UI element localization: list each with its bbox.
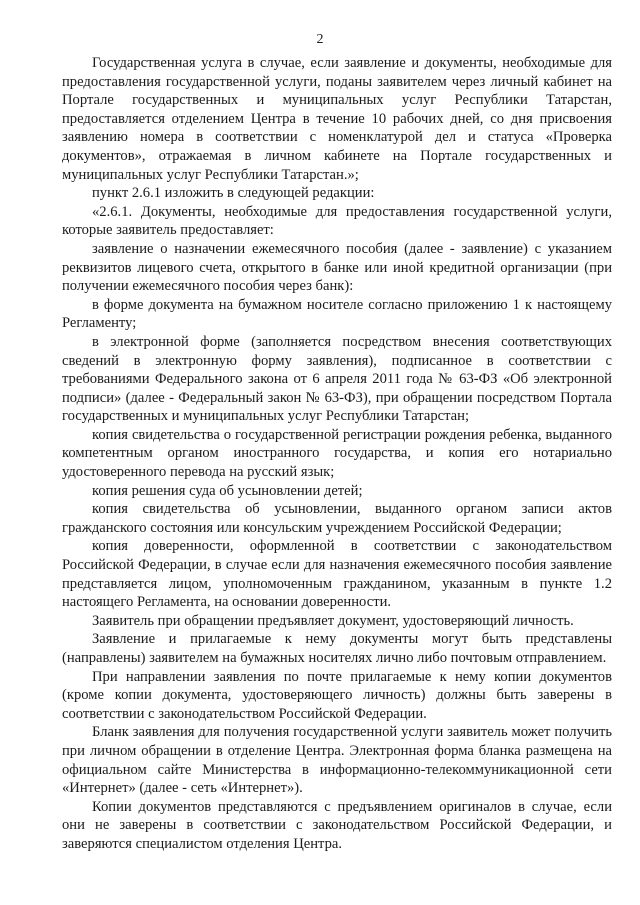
paragraph: Копии документов представляются с предъявлением оригиналов в случае, если они не заверены в соответствии с законодательством Российской Федерации, и заверяются специалистом отделения Центра. [62,798,612,852]
paragraph: Государственная услуга в случае, если заявление и документы, необходимые для предоставления государственной услуги, поданы заявителем через личный кабинет на Портале государственных и муниципальных услуг Республики Татарстан, предоставляется отделением Центра в течение 10 рабочих дней, со дня присвоения заявлению номера в соответствии с номенклатурой дел и статуса «Проверка документов», отражаемая в личном кабинете на Портале государственных и муниципальных услуг Республики Татарстан.»; [62,55,612,183]
paragraph: копия свидетельства о государственной регистрации рождения ребенка, выданного компетентным органом иностранного государства, и копия его нотариально удостоверенного перевода на русский язык; [62,426,612,481]
page-number: 2 [316,32,324,47]
paragraph: копия доверенности, оформленной в соответствии с законодательством Российской Федерации, в случае если для назначения ежемесячного пособия заявление представляется лицом, уполномоченным гражданином, указанным в пункте 1.2 настоящего Регламента, на основании доверенности. [62,538,612,611]
document-body [62,54,612,854]
paragraph: копия решения суда об усыновлении детей; [92,482,363,499]
paragraph: «2.6.1. Документы, необходимые для предоставления государственной услуги, которые заявитель предоставляет: [62,203,612,239]
paragraph: в электронной форме (заполняется посредством внесения соответствующих сведений в электронную форму заявления), подписанное в соответствии с требованиями Федерального закона от 6 апреля 2011 года № 63-ФЗ «Об электронной подписи» (далее - Федеральный закон № 63-ФЗ), при обращении посредством Портала государственных и муниципальных услуг Республики Татарстан; [62,333,612,425]
paragraph: При направлении заявления по почте прилагаемые к нему копии документов (кроме копии документа, удостоверяющего личность) должны быть заверены в соответствии с законодательством Российской Федерации. [62,668,612,722]
paragraph: в форме документа на бумажном носителе согласно приложению 1 к настоящему Регламенту; [62,296,612,332]
paragraph: Бланк заявления для получения государственной услуги заявитель может получить при личном обращении в отделение Центра. Электронная форма бланка размещена на официальном сайте Министерства в информационно-телекоммуникационной сети «Интернет» (далее - сеть «Интернет»). [62,724,612,797]
paragraph: заявление о назначении ежемесячного пособия (далее - заявление) с указанием реквизитов лицевого счета, открытого в банке или иной кредитной организации (при получении ежемесячного пособия через банк): [62,240,612,295]
paragraph: Заявитель при обращении предъявляет документ, удостоверяющий личность. [92,612,574,629]
paragraph: Заявление и прилагаемые к нему документы могут быть представлены (направлены) заявителем на бумажных носителях лично либо почтовым отправлением. [62,631,612,666]
paragraph: копия свидетельства об усыновлении, выданного органом записи актов гражданского состояния или консульским учреждением Российской Федерации; [62,501,612,536]
paragraph: пункт 2.6.1 изложить в следующей редакции: [92,185,375,202]
